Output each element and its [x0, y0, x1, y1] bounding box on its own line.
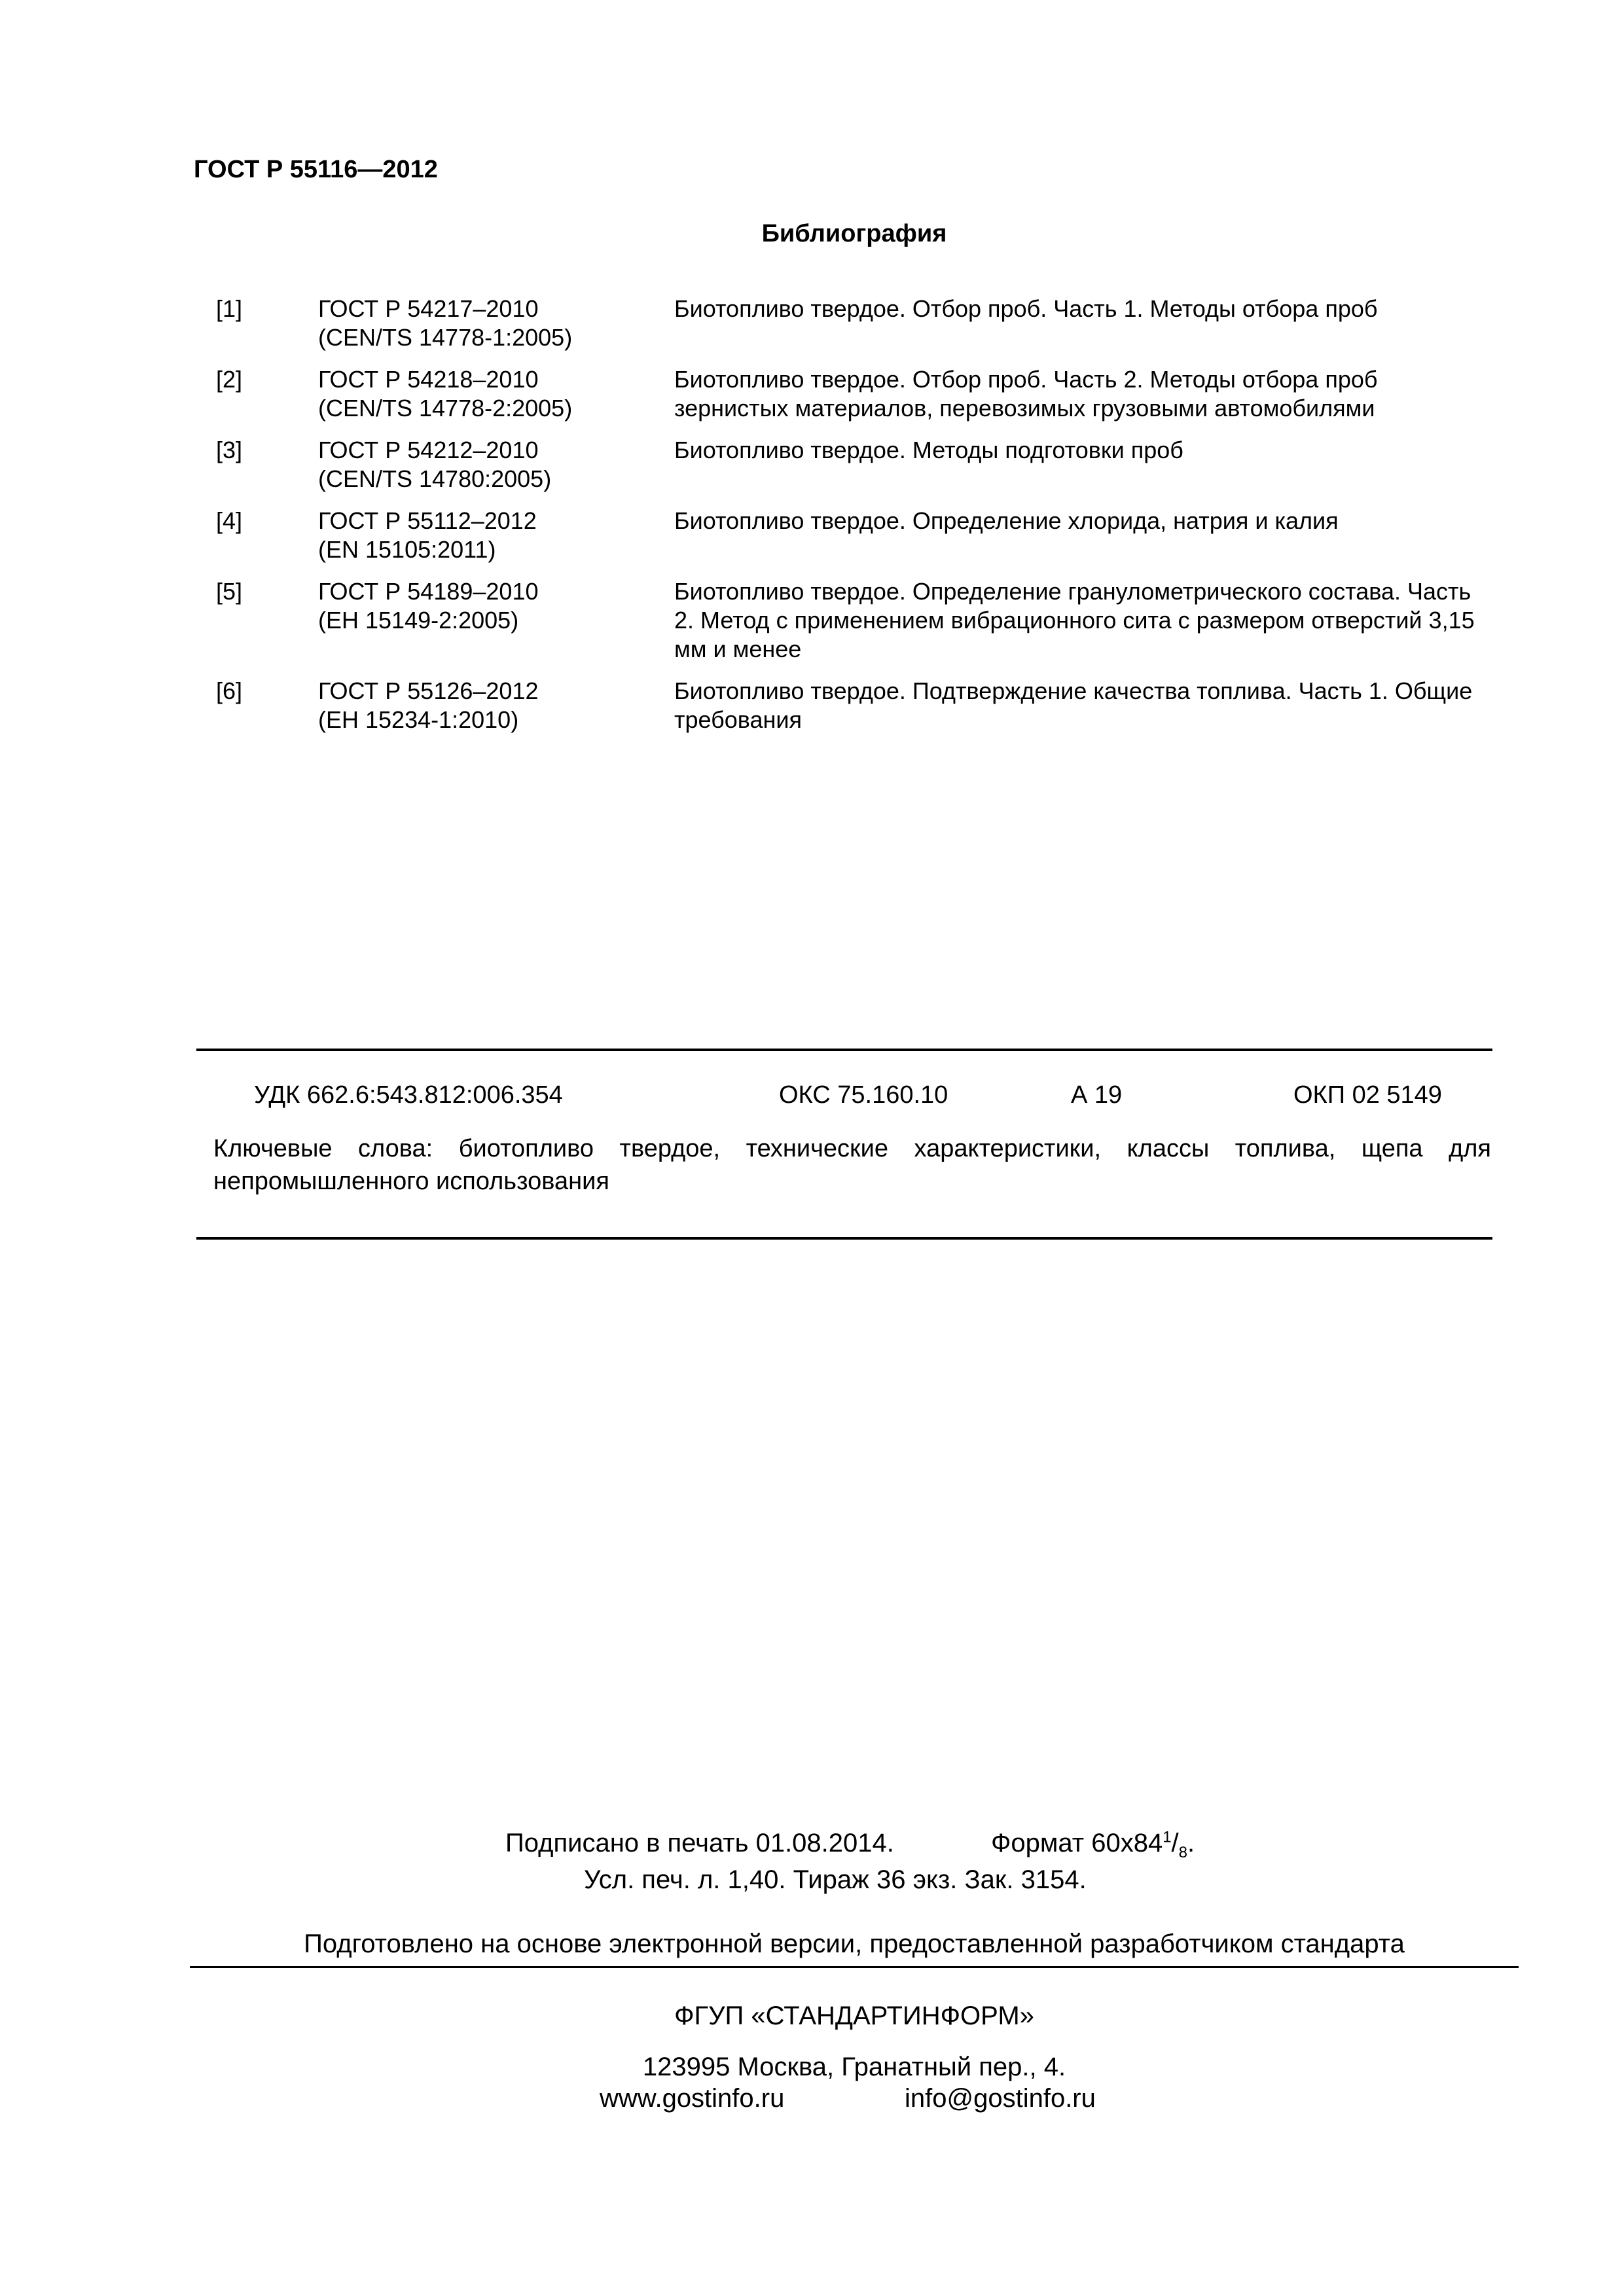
a-code: А 19	[1071, 1081, 1123, 1109]
bibliography-entry	[196, 436, 1492, 493]
entry-number: [4]	[216, 507, 243, 534]
bibliography-entry	[196, 507, 1492, 564]
paper-format: Формат $60х84^1/_8$.	[991, 1828, 1195, 1861]
entry-number: [3]	[216, 437, 243, 463]
imprint-divider	[190, 1966, 1519, 1968]
entry-number: [1]	[216, 295, 243, 322]
print-details: Усл. печ. л. 1,40. Тираж 36 экз. Зак. 3154.	[584, 1865, 1087, 1894]
entry-reference: ГОСТ Р 54189–2010 (ЕН 15149-2:2005)	[318, 578, 539, 634]
bibliography-entry	[196, 577, 1492, 664]
entry-reference: ГОСТ Р 54212–2010 (CEN/TS 14780:2005)	[318, 437, 552, 492]
udk-code: УДК 662.6:543.812:006.354	[254, 1081, 563, 1109]
entry-number: [6]	[216, 677, 243, 704]
entry-title: Биотопливо твердое. Методы подготовки проб	[674, 437, 1183, 463]
entry-number: [2]	[216, 366, 243, 393]
entry-reference: ГОСТ Р 55112–2012 (EN 15105:2011)	[318, 507, 537, 563]
document-code-header: ГОСТ Р 55116—2012	[194, 156, 438, 183]
keywords: Ключевые слова: биотопливо твердое, технические характеристики, классы топлива, щепа для непромышленного использования	[213, 1135, 1491, 1195]
entry-reference: ГОСТ Р 54217–2010 (CEN/TS 14778-1:2005)	[318, 295, 573, 351]
publisher-address: 123995 Москва, Гранатный пер., 4.	[642, 2053, 1066, 2081]
entry-reference: ГОСТ Р 55126–2012 (ЕН 15234-1:2010)	[318, 677, 539, 733]
okp-code: ОКП 02 5149	[1293, 1081, 1442, 1109]
signed-to-print: Подписано в печать 01.08.2014.	[505, 1829, 894, 1857]
entry-number: [5]	[216, 578, 243, 605]
publisher-name: ФГУП «СТАНДАРТИНФОРМ»	[674, 2001, 1034, 2030]
bibliography-list	[196, 295, 1492, 747]
email-link[interactable]: info@gostinfo.ru	[905, 2084, 1096, 2113]
bottom-divider	[196, 1237, 1492, 1240]
bibliography-entry	[196, 295, 1492, 352]
entry-title: Биотопливо твердое. Подтверждение качества топлива. Часть 1. Общие требования	[674, 677, 1473, 733]
entry-title: Биотопливо твердое. Отбор проб. Часть 2. Методы отбора проб зернистых материалов, перевозимых грузовыми автомобилями	[674, 366, 1378, 422]
prepared-note: Подготовлено на основе электронной версии, предоставленной разработчиком стандарта	[304, 1929, 1405, 1958]
oks-code: ОКС 75.160.10	[779, 1081, 948, 1109]
entry-title: Биотопливо твердое. Определение гранулометрического состава. Часть 2. Метод с применением вибрационного сита с размером отверстий 3,15 мм и менее	[674, 578, 1475, 662]
entry-title: Биотопливо твердое. Определение хлорида, натрия и калия	[674, 507, 1339, 534]
top-divider	[196, 1049, 1492, 1051]
entry-reference: ГОСТ Р 54218–2010 (CEN/TS 14778-2:2005)	[318, 366, 573, 422]
bibliography-entry	[196, 677, 1492, 734]
website-link[interactable]: www.gostinfo.ru	[600, 2084, 785, 2113]
entry-title: Биотопливо твердое. Отбор проб. Часть 1. Методы отбора проб	[674, 295, 1378, 322]
bibliography-entry	[196, 365, 1492, 423]
bibliography-title: Библиография	[761, 220, 947, 247]
